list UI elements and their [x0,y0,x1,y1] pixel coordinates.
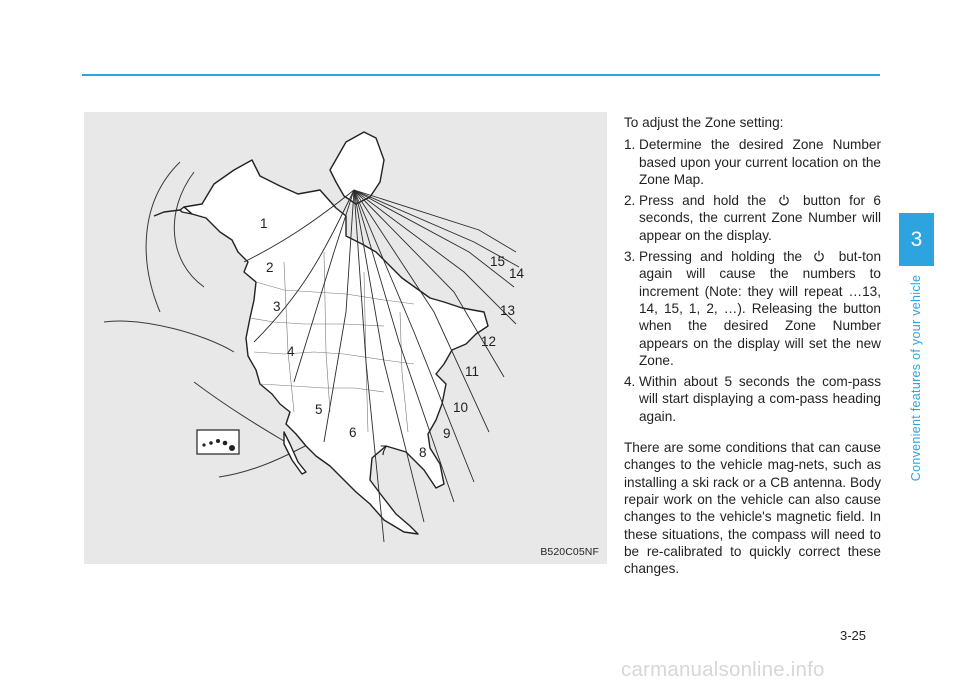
zone-label-12: 12 [481,334,497,349]
power-icon [778,194,790,206]
step-text-after: button for 6 seconds, the current Zone Number will appear on the display. [639,193,881,243]
north-america-zone-map [84,112,607,564]
page-number: 3-25 [840,628,867,643]
watermark: carmanualsonline.info [621,658,825,681]
step-text-before: Pressing and holding the [639,249,803,265]
step-1 [624,136,881,188]
intro-text: To adjust the Zone setting: [624,115,784,130]
zone-label-6: 6 [349,425,357,440]
power-icon [813,250,825,262]
zone-label-14: 14 [509,266,525,281]
zone-label-5: 5 [315,402,323,417]
zone-map-figure [84,112,607,564]
step-number: 1. [624,137,636,153]
header-rule [82,74,880,76]
step-text: Within about 5 seconds the com-pass will start displaying a com-pass heading again. [639,374,881,424]
zone-label-8: 8 [419,445,427,460]
zone-label-15: 15 [490,254,506,269]
zone-label-7: 7 [380,443,388,458]
step-number: 4. [624,374,636,390]
step-4 [624,373,881,425]
step-2 [624,192,881,244]
instructions-column [624,114,881,577]
zone-label-11: 11 [465,364,480,379]
zone-label-13: 13 [500,303,516,318]
chapter-tab [899,213,934,266]
steps-list [624,136,881,425]
zone-label-3: 3 [273,299,281,314]
step-number: 2. [624,193,636,209]
zone-label-4: 4 [287,344,295,359]
magnetic-field-paragraph: There are some conditions that can cause changes to the vehicle mag-nets, such as installing a ski rack or a CB antenna. Body repair work on the vehicle can also cause changes to the vehicle's magnetic field. In these situations, the compass will need to be re-calibrated to quickly correct these changes. [624,440,881,577]
step-3 [624,248,881,369]
step-text-before: Press and hold the [639,193,767,209]
figure-code: B520C05NF [540,546,599,558]
chapter-title: Convenient features of your vehicle [909,274,923,482]
chapter-number: 3 [910,227,923,251]
step-number: 3. [624,249,636,265]
step-text: Determine the desired Zone Number based upon your current location on the Zone Map. [639,137,881,187]
zone-label-10: 10 [453,400,469,415]
zone-label-9: 9 [443,426,451,441]
zone-label-1: 1 [260,216,268,231]
zone-label-2: 2 [266,260,274,275]
step-text-after: but-ton again will cause the numbers to increment (Note: they will repeat …13, 14, 15, 1, 2, …). Releasing the button when the desired Zone Number appears on the display will set the new Zone. [639,249,882,368]
